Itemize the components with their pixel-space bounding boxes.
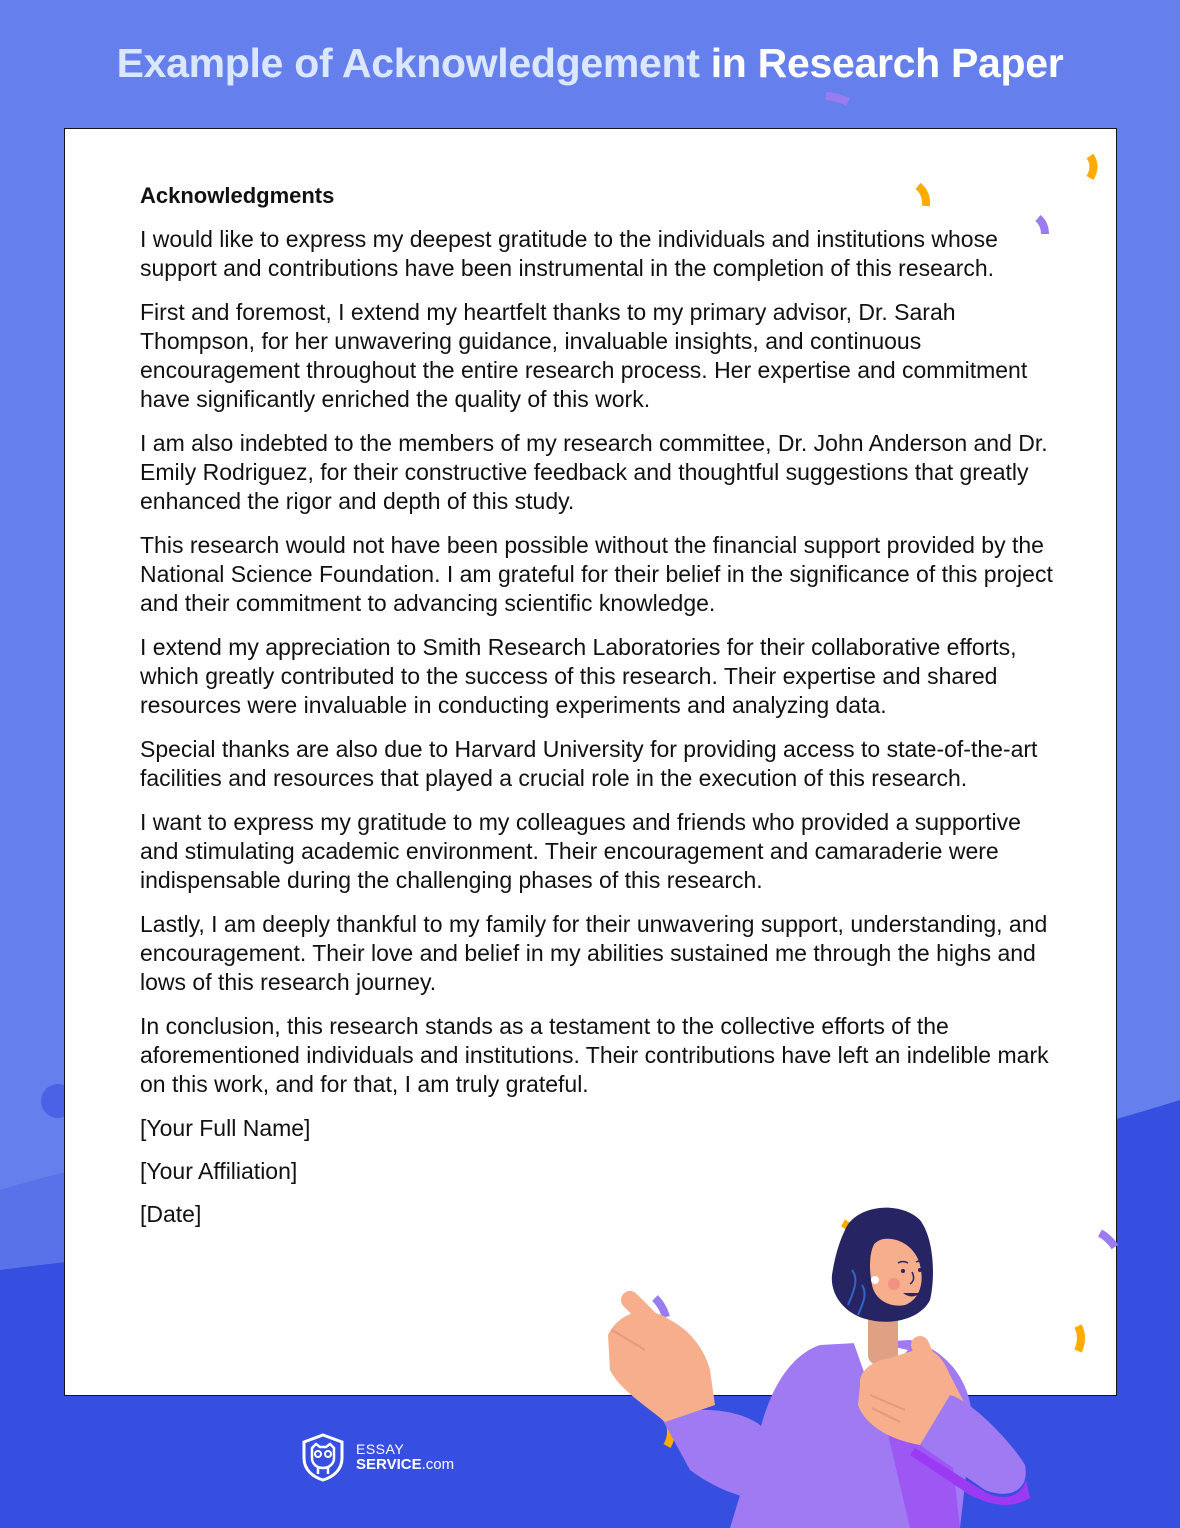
brand-line-1: ESSAY <box>356 1441 405 1457</box>
signature-name: [Your Full Name] <box>140 1115 311 1141</box>
paragraph-family: Lastly, I am deeply thankful to my family for their unwavering support, understanding, and encouragement. Their love and belief in my abilities sustained me through the highs and lows of this research journey. <box>140 911 1048 995</box>
paragraph-conclusion: In conclusion, this research stands as a testament to the collective efforts of the aforementioned individuals and institutions. Their contributions have left an indelible mark on this work, and for that, I am truly grateful. <box>140 1013 1049 1097</box>
document-body <box>140 181 1060 1243</box>
paragraph-committee: I am also indebted to the members of my research committee, Dr. John Anderson and Dr. Emily Rodriguez, for their constructive feedback and thoughtful suggestions that greatly enhanced the rigor and depth of this study. <box>140 430 1048 514</box>
signature-date: [Date] <box>140 1201 202 1227</box>
owl-shield-icon <box>298 1432 348 1482</box>
paragraph-funding: This research would not have been possible without the financial support provided by the National Science Foundation. I am grateful for their belief in the significance of this project and their commitment to advancing scientific knowledge. <box>140 532 1053 616</box>
brand-name <box>356 1441 454 1473</box>
paragraph-advisor: First and foremost, I extend my heartfelt thanks to my primary advisor, Dr. Sarah Thompson, for her unwavering guidance, invaluable insights, and continuous encouragement throughout the entire research process. Her expertise and commitment have significantly enriched the quality of this work. <box>140 299 1028 412</box>
paragraph-university: Special thanks are also due to Harvard University for providing access to state-of-the-art facilities and resources that played a crucial role in the execution of this research. <box>140 736 1038 791</box>
paragraph-colleagues: I want to express my gratitude to my colleagues and friends who provided a supportive and stimulating academic environment. Their encouragement and camaraderie were indispensable during the challenging phases of this research. <box>140 809 1021 893</box>
brand-line-2-bold: SERVICE <box>356 1456 422 1473</box>
paragraph-intro: I would like to express my deepest gratitude to the individuals and institutions whose support and contributions have been instrumental in the completion of this research. <box>140 226 998 281</box>
page-title <box>0 40 1180 87</box>
title-part-1: Example of Acknowledgement <box>116 40 700 86</box>
title-part-2: in Research Paper <box>710 40 1064 86</box>
signature-affiliation: [Your Affiliation] <box>140 1158 298 1184</box>
essayservice-logo[interactable] <box>298 1432 454 1482</box>
brand-line-2-suffix: .com <box>421 1456 455 1473</box>
document-heading: Acknowledgments <box>140 183 335 208</box>
paragraph-laboratories: I extend my appreciation to Smith Research Laboratories for their collaborative efforts, which greatly contributed to the success of this research. Their expertise and shared resources were invaluable in conducting experiments and analyzing data. <box>140 634 1017 718</box>
celebrating-woman-illustration <box>590 1200 1180 1528</box>
